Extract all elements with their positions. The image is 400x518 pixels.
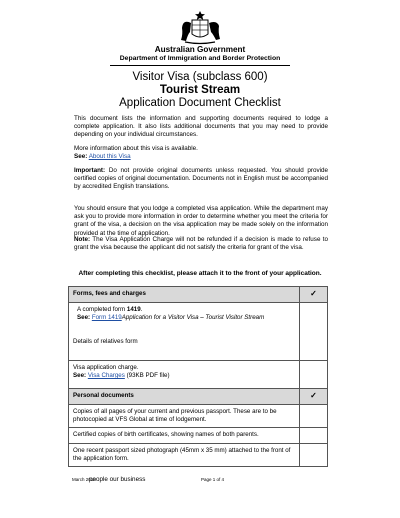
visa-charge-cell	[69, 361, 300, 389]
checkbox[interactable]	[300, 428, 328, 443]
photograph-cell: One recent passport sized photograph (45mm x 35 mm) attached to the front of the application form.	[69, 443, 300, 466]
checkbox[interactable]	[300, 405, 328, 428]
footer-slogan: people our business	[89, 476, 146, 483]
more-info-text: More information about this visa is available.	[74, 145, 198, 152]
birth-certificate-cell: Certified copies of birth certificates, showing names of both parents.	[69, 428, 300, 443]
table-row	[69, 443, 328, 466]
section-title-forms: Forms, fees and charges	[69, 287, 300, 303]
form-number: 1419	[126, 306, 141, 313]
see-label: See:	[74, 153, 88, 161]
table-row	[69, 361, 328, 389]
file-size-text: (93KB PDF file)	[124, 372, 170, 380]
see-label: See:	[73, 372, 87, 380]
checklist-title: Application Document Checklist	[119, 97, 281, 109]
form-1419-cell	[69, 303, 300, 361]
relatives-form-text: Details of relatives form	[73, 338, 138, 346]
table-row	[69, 428, 328, 443]
tick-column-icon: ✓	[300, 287, 328, 303]
form-line: A completed form 1419.	[77, 306, 143, 313]
attach-instruction: After completing this checklist, please attach it to the front of your application.	[78, 270, 322, 277]
table-row	[69, 405, 328, 428]
section-header-personal	[69, 389, 328, 405]
intro-paragraph: This document lists the information and supporting documents required to lodge a complete application. It also lists additional documents that you may need to provide depending on your individual circumstances.	[74, 115, 328, 139]
visa-charge-text: Visa application charge.	[73, 364, 139, 371]
government-name: Australian Government	[154, 45, 246, 54]
more-info-paragraph	[74, 145, 328, 161]
coat-of-arms-logo	[177, 10, 223, 46]
form-text: A completed form	[77, 306, 127, 313]
checklist-table	[68, 286, 328, 467]
form-see-line	[73, 314, 295, 322]
checkbox[interactable]	[300, 303, 328, 361]
form-1419-link[interactable]: Form 1419	[91, 314, 122, 322]
important-label: Important:	[74, 167, 106, 174]
stream-title: Tourist Stream	[159, 84, 241, 96]
footer-date: March 2013	[72, 477, 96, 482]
visa-title: Visitor Visa (subclass 600)	[132, 71, 268, 83]
important-paragraph	[74, 167, 328, 192]
department-name: Department of Immigration and Border Protection	[119, 55, 281, 62]
section-title-personal: Personal documents	[69, 389, 300, 405]
lodge-paragraph: You should ensure that you lodge a completed visa application. While the department may ask you to provide more information in order to determine whether you meet the criteria for grant of the visa, a decision on the visa application may be made solely on the information provided at the time of application.	[74, 205, 328, 237]
section-header-forms	[69, 287, 328, 303]
visa-charge-see-line	[73, 372, 295, 380]
checkbox[interactable]	[300, 361, 328, 389]
passport-cell: Copies of all pages of your current and previous passport. These are to be photocopied at VFS Global at time of lodgement.	[69, 405, 300, 428]
note-paragraph	[74, 236, 328, 252]
table-row	[69, 303, 328, 361]
header-divider	[110, 65, 290, 66]
page-number: Page 1 of 4	[201, 477, 225, 482]
tick-column-icon: ✓	[300, 389, 328, 405]
note-text: The Visa Application Charge will not be refunded if a decision is made to refuse to grant the visa because the applicant did not satisfy the criteria for grant of the visa.	[74, 236, 328, 252]
form-1419-title: Application for a Visitor Visa – Tourist Visitor Stream	[121, 314, 265, 322]
visa-charges-link[interactable]: Visa Charges	[87, 372, 125, 380]
checkbox[interactable]	[300, 443, 328, 466]
important-text: Do not provide original documents unless requested. You should provide certified copies of original documentation. Documents not in English must be accompanied by accredited English translations.	[74, 167, 329, 191]
see-label: See:	[77, 314, 91, 322]
note-label: Note:	[74, 236, 91, 243]
about-this-visa-link[interactable]: About this Visa	[88, 153, 131, 161]
